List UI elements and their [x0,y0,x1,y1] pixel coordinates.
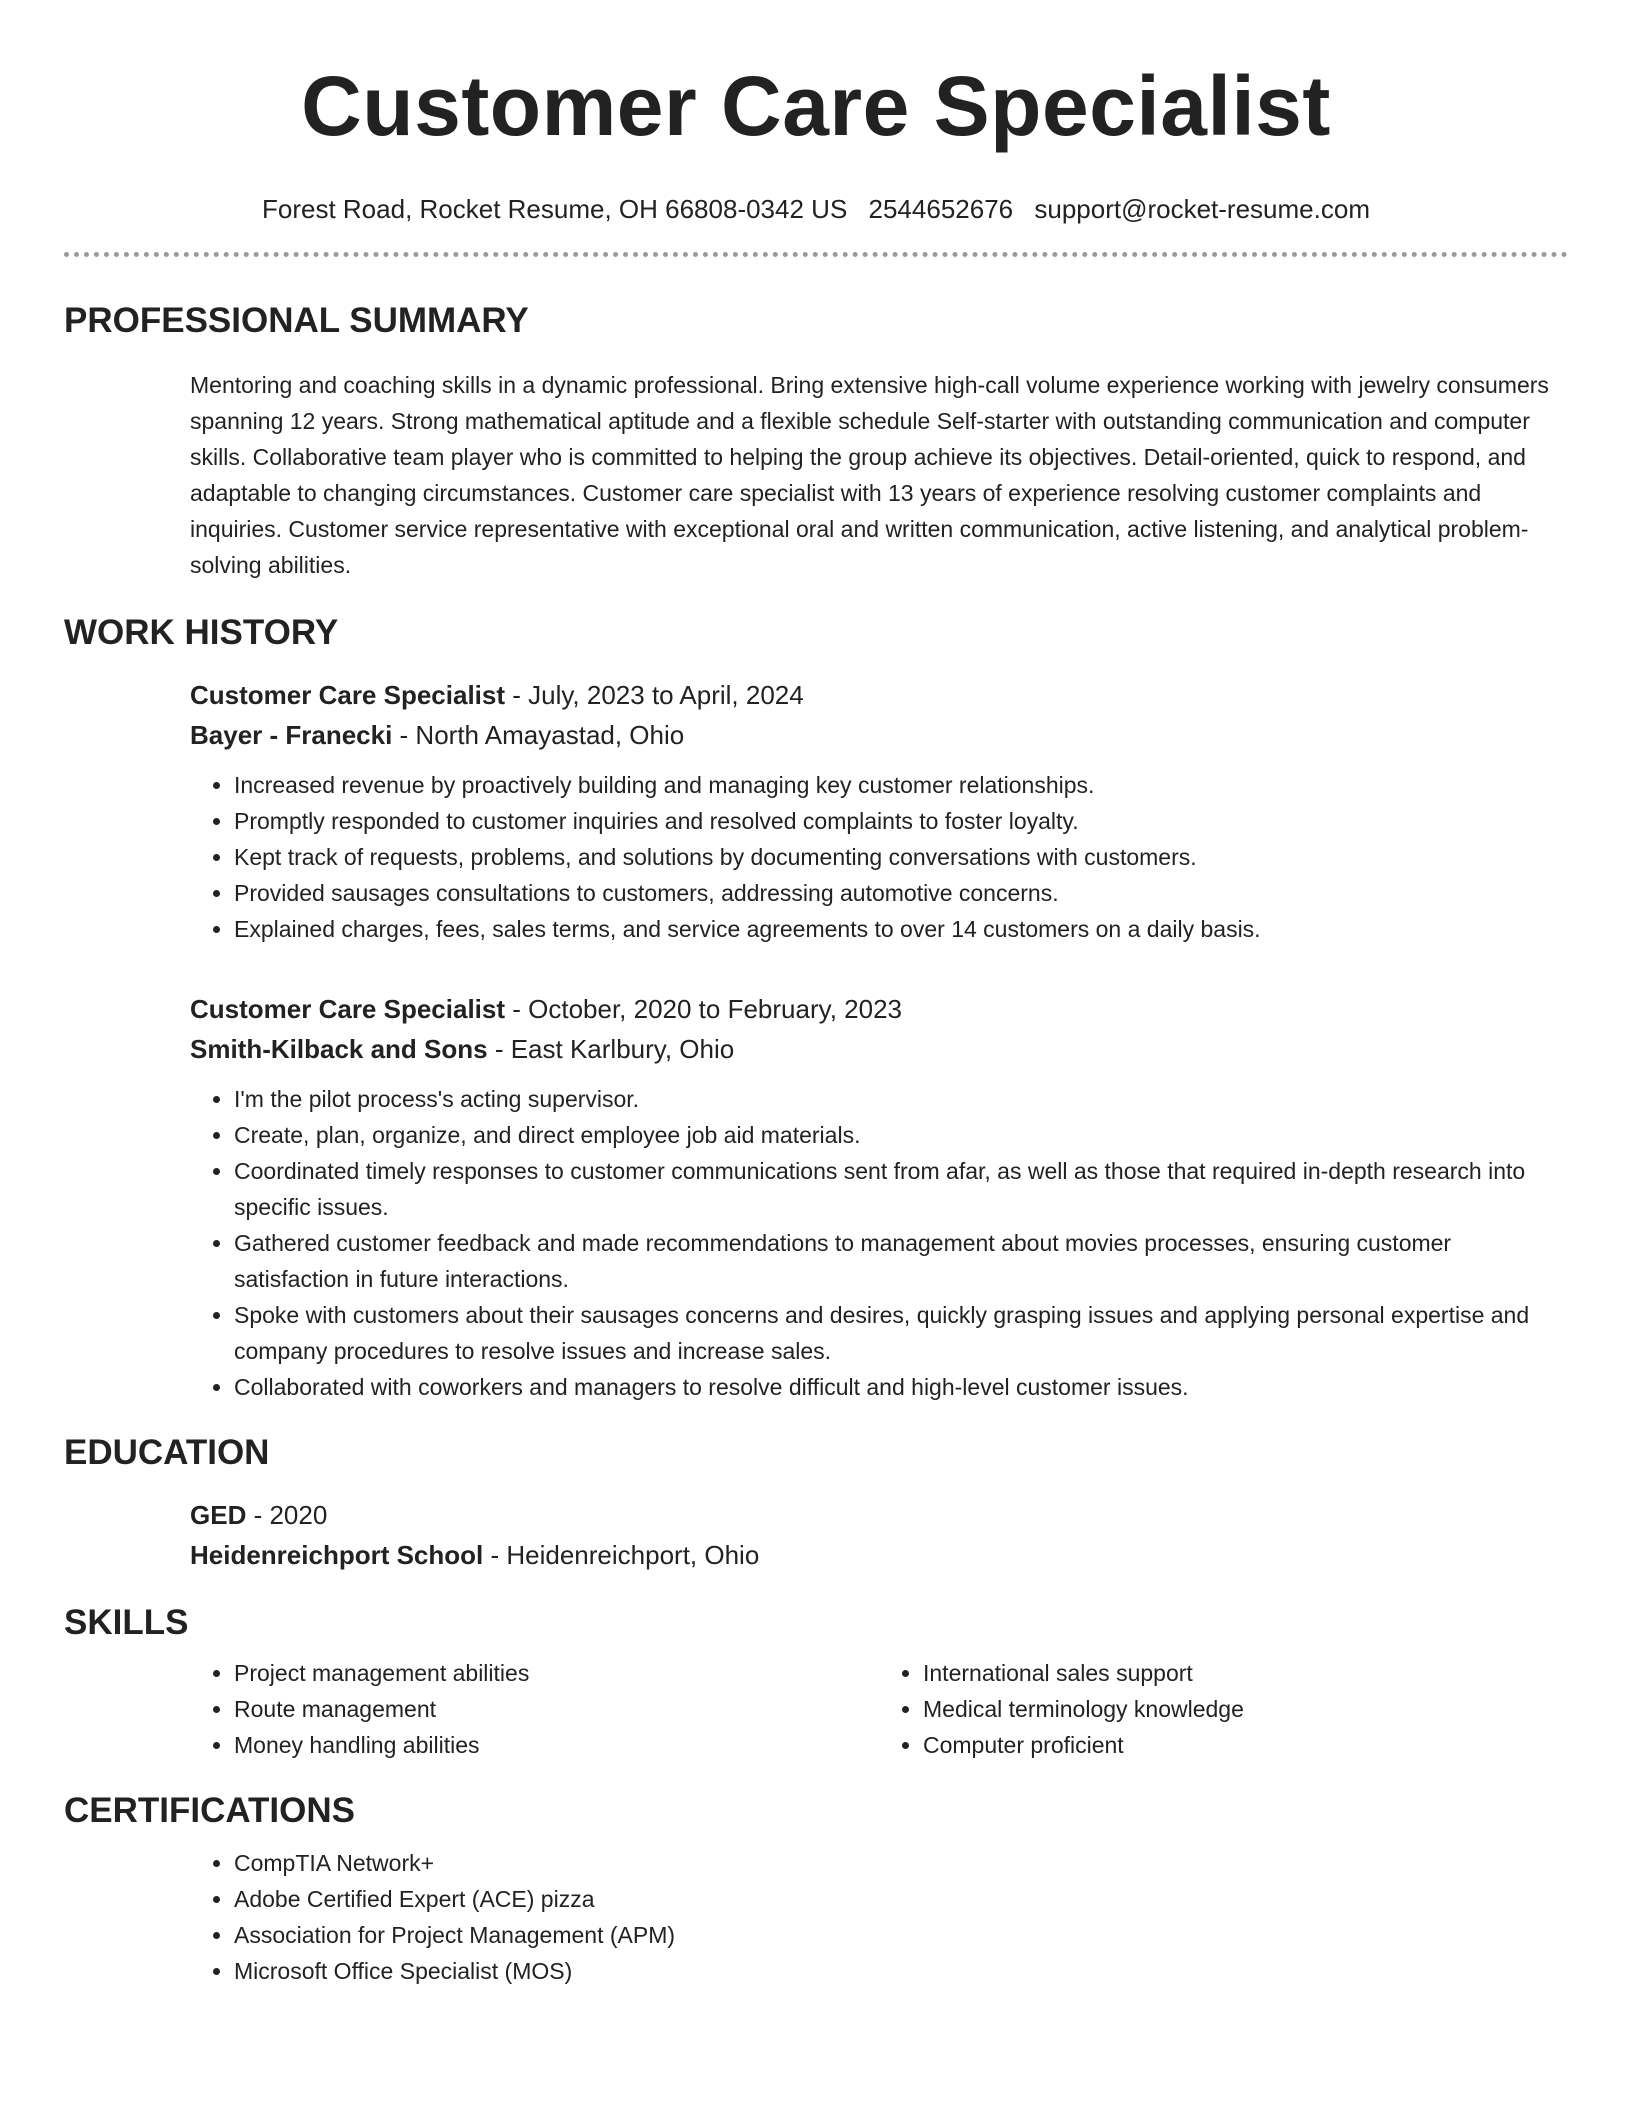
skills-column-right [879,1655,1568,1763]
list-item: • Adobe Certified Expert (ACE) pizza [234,1881,1568,1917]
section-title-certifications: CERTIFICATIONS [64,1791,356,1830]
job-location: - North Amayastad, Ohio [392,720,685,750]
work-body [190,675,1568,1405]
contact-email: support@rocket-resume.com [1034,194,1370,224]
section-certifications [64,1789,1568,1989]
section-title-education: EDUCATION [64,1433,270,1472]
section-title-work: WORK HISTORY [64,613,339,652]
certifications-body [190,1845,1568,1989]
contact-line [64,192,1568,226]
section-title-summary: PROFESSIONAL SUMMARY [64,301,529,340]
education-school-line [190,1535,1568,1575]
list-item: • Project management abilities [234,1655,879,1691]
job-bullets [190,1081,1568,1405]
job-company-line [190,715,1568,755]
list-item: • Collaborated with coworkers and managers to resolve difficult and high-level customer issues. [234,1369,1568,1405]
job-title-line [190,675,1568,715]
job-entry [190,675,1568,947]
list-item: • Route management [234,1691,879,1727]
list-item: • International sales support [923,1655,1568,1691]
certifications-list [190,1845,1568,1989]
list-item: • I'm the pilot process's acting supervisor. [234,1081,1568,1117]
candidate-name: Customer Care Specialist [301,59,1331,153]
list-item: • Increased revenue by proactively building and managing key customer relationships. [234,767,1568,803]
education-body [190,1495,1568,1575]
job-dates: - July, 2023 to April, 2024 [505,680,804,710]
list-item: • Money handling abilities [234,1727,879,1763]
job-role: Customer Care Specialist [190,994,506,1024]
list-item: • Create, plan, organize, and direct employee job aid materials. [234,1117,1568,1153]
job-role: Customer Care Specialist [190,680,506,710]
list-item: • Gathered customer feedback and made recommendations to management about movies processes, ensuring customer satisfaction in future interactions. [234,1225,1568,1297]
job-company-line [190,1029,1568,1069]
summary-body [190,367,1568,583]
summary-text: Mentoring and coaching skills in a dynamic professional. Bring extensive high-call volume experience working with jewelry consumers spanning 12 years. Strong mathematical aptitude and a flexible schedule Self-starter with outstanding communication and computer skills. Collaborative team player who is committed to helping the group achieve its objectives. Detail-oriented, quick to respond, and adaptable to changing circumstances. Customer care specialist with 13 years of experience resolving customer complaints and inquiries. Customer service representative with exceptional oral and written communication, active listening, and analytical problem-solving abilities. [190,372,1549,578]
skills-grid [190,1645,1568,1763]
job-company: Smith-Kilback and Sons [190,1034,488,1064]
list-item: • Promptly responded to customer inquiries and resolved complaints to foster loyalty. [234,803,1568,839]
education-degree-line [190,1495,1568,1535]
section-professional-summary [64,299,1568,583]
list-item: • Spoke with customers about their sausages concerns and desires, quickly grasping issues and applying personal expertise and company procedures to resolve issues and increase sales. [234,1297,1568,1369]
job-company: Bayer - Franecki [190,720,393,750]
job-title-line [190,989,1568,1029]
job-entry [190,989,1568,1405]
education-location: - Heidenreichport, Ohio [483,1540,760,1570]
section-title-skills: SKILLS [64,1603,189,1642]
contact-phone: 2544652676 [868,194,1014,224]
section-education [64,1431,1568,1575]
list-item: • Kept track of requests, problems, and solutions by documenting conversations with customers. [234,839,1568,875]
list-item: • Explained charges, fees, sales terms, and service agreements to over 14 customers on a daily basis. [234,911,1568,947]
contact-address: Forest Road, Rocket Resume, OH 66808-0342 US [262,194,848,224]
list-item: • Provided sausages consultations to customers, addressing automotive concerns. [234,875,1568,911]
list-item: • Coordinated timely responses to customer communications sent from afar, as well as those that required in-depth research into specific issues. [234,1153,1568,1225]
education-school: Heidenreichport School [190,1540,484,1570]
list-item: • Association for Project Management (APM) [234,1917,1568,1953]
header-divider [64,252,1568,257]
section-work-history [64,611,1568,1405]
list-item: • Microsoft Office Specialist (MOS) [234,1953,1568,1989]
education-degree: GED [190,1500,247,1530]
job-dates: - October, 2020 to February, 2023 [505,994,902,1024]
skills-column-left [190,1655,879,1763]
education-year: - 2020 [246,1500,328,1530]
list-item: • CompTIA Network+ [234,1845,1568,1881]
job-location: - East Karlbury, Ohio [487,1034,735,1064]
list-item: • Computer proficient [923,1727,1568,1763]
list-item: • Medical terminology knowledge [923,1691,1568,1727]
section-skills [64,1601,1568,1763]
job-bullets [190,767,1568,947]
